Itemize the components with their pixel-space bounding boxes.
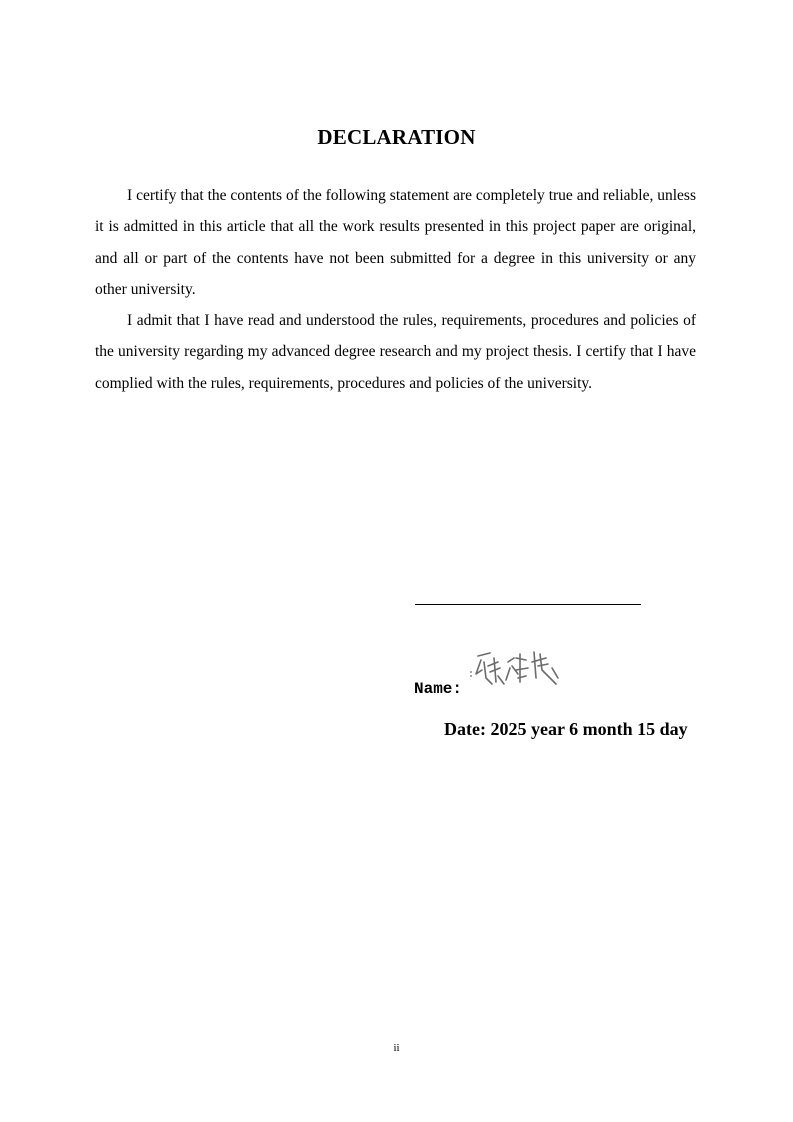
name-row xyxy=(414,648,614,702)
declaration-body xyxy=(95,180,696,399)
page-title: DECLARATION xyxy=(317,125,476,149)
paragraph-certify: I certify that the contents of the following statement are completely true and reliable, unless it is admitted in this article that all the work results presented in this project paper are original, and all or part of the contents have not been submitted for a degree in this university or any other university. xyxy=(95,187,696,298)
date-line: Date: 2025 year 6 month 15 day xyxy=(444,719,688,739)
handwritten-signature xyxy=(468,648,564,692)
signature-line xyxy=(415,604,641,605)
name-label: Name: xyxy=(414,680,463,698)
paragraph-admit: I admit that I have read and understood the rules, requirements, procedures and policies of the university regarding my advanced degree research and my project thesis. I certify that I have complied with the rules, requirements, procedures and policies of the university. xyxy=(95,312,696,392)
page-number: ii xyxy=(393,1042,400,1054)
